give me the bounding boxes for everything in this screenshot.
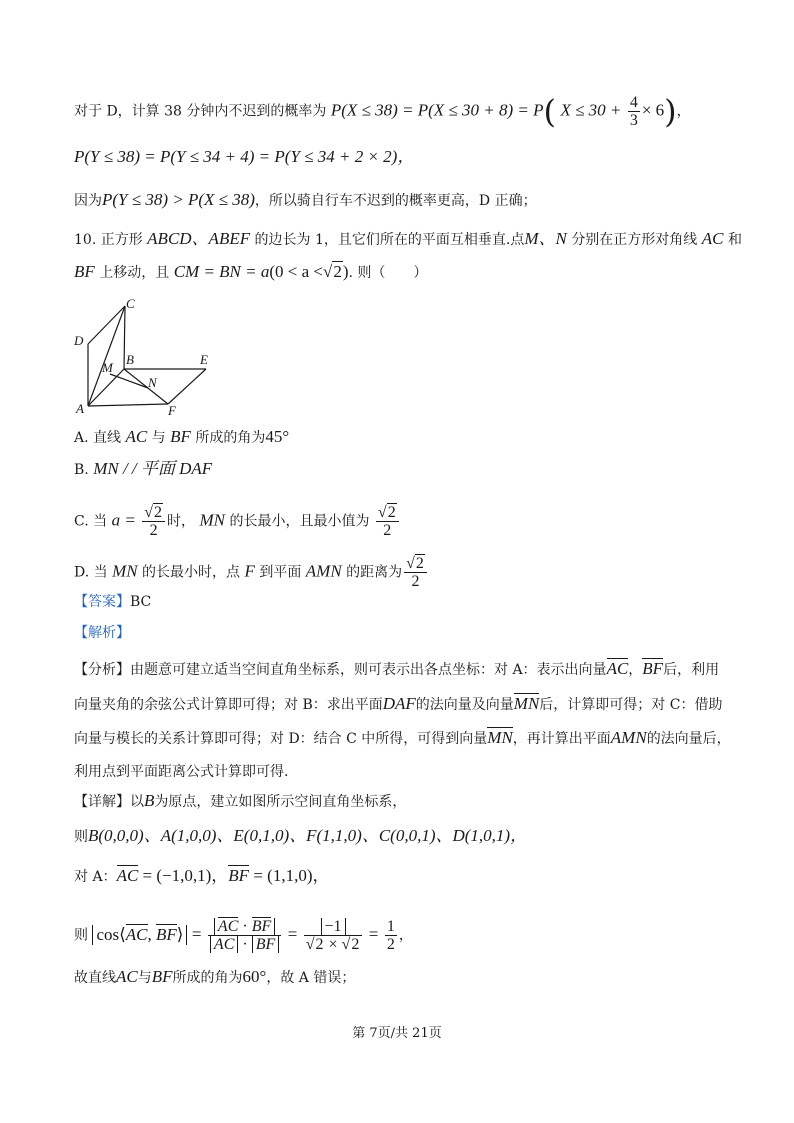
- line-d-prob: 对于 D，计算 38 分钟内不迟到的概率为 P(X ≤ 38) = P(X ≤ 30 + 8) = P( X ≤ 30 + $\frac{4}{3}$ × 6)，: [74, 92, 691, 131]
- detail-line-1: 【详解】以B为原点，建立如图所示空间直角坐标系，: [74, 791, 407, 810]
- line-compare: 因为P(Y ≤ 38) > P(X ≤ 38)，所以骑自行车不迟到的概率更高，D 正确；: [74, 190, 537, 209]
- line-y-prob: P(Y ≤ 38) = P(Y ≤ 34 + 4) = P(Y ≤ 34 + 2 × 2)，: [74, 147, 415, 166]
- fraction: $\frac{1}{2}$: [386, 918, 395, 953]
- coordinates-line: 则B(0,0,0)、A(1,0,0)、E(0,1,0)、F(1,1,0)、C(0,0,1)、D(1,0,1)，: [74, 826, 528, 845]
- option-d: D. 当 MN 的长最小时，点 F 到平面 AMN 的距离为 $\frac{√2}{2}$: [74, 555, 754, 590]
- answer-line: 【答案】BC: [74, 594, 152, 610]
- label-f: F: [168, 403, 176, 416]
- analysis-line-4: 利用点到平面距离公式计算即可得.: [74, 764, 289, 780]
- segment-mn: [110, 374, 148, 388]
- analysis-line-1: 【分析】由题意可建立适当空间直角坐标系，则可表示出各点坐标：对 A：表示出向量AC，BF后，利用: [74, 659, 720, 678]
- page-footer: 第 7页/共 21页: [352, 1026, 442, 1041]
- label-c: C: [126, 296, 135, 311]
- analysis-heading: 【解析】: [74, 625, 130, 641]
- label-a: A: [76, 401, 84, 416]
- fraction: $\frac{√2}{2}$: [142, 504, 165, 539]
- label-n: N: [148, 375, 157, 390]
- diagonal-ac: [88, 306, 125, 406]
- fraction: $\frac{√2}{2}$: [376, 504, 399, 539]
- label-b: B: [126, 352, 134, 367]
- edge-cb: [124, 306, 125, 369]
- option-a: A. 直线 AC 与 BF 所成的角为45°: [74, 427, 290, 446]
- conclusion-line: 故直线AC与BF所成的角为60°，故 A 错误；: [74, 967, 356, 986]
- label-d: D: [74, 333, 84, 348]
- analysis-line-2: 向量夹角的余弦公式计算即可得；对 B：求出平面DAF的法向量及向量MN后，计算即可得；对 C：借助: [74, 694, 723, 713]
- fraction: $\frac{AC \cdot BF}{AC \cdot BF}$: [208, 918, 281, 953]
- edge-ef: [168, 369, 206, 404]
- geometry-figure: [70, 296, 220, 416]
- fraction: $\frac{4}{3}$: [629, 94, 638, 129]
- question-10-line1: 10. 正方形 ABCD、ABEF 的边长为 1，且它们所在的平面互相垂直.点M、N 分别在正方形对角线 AC 和: [74, 229, 742, 248]
- diagonal-bf: [124, 369, 168, 404]
- edge-af: [88, 404, 168, 406]
- abs-cos: cos⟨AC, BF⟩: [92, 925, 187, 945]
- analysis-line-3: 向量与模长的关系计算即可得；对 D：结合 C 中所得，可得到向量MN，再计算出平面AMN的法向量后，: [74, 728, 731, 747]
- fraction: $\frac{√2}{2}$: [404, 555, 427, 590]
- label-m: M: [102, 360, 113, 375]
- vector-line: 对 A：AC = (−1,0,1)，BF = (1,1,0)，: [74, 866, 330, 885]
- edge-dc: [88, 306, 125, 344]
- fraction: $\frac{-1}{√2 \times √2}$: [304, 918, 363, 953]
- question-10-line2: BF 上移动，且 CM = BN = a(0 < a <√2). 则（ ）: [74, 262, 428, 281]
- label-e: E: [200, 352, 208, 367]
- option-b: B. MN / / 平面 DAF: [74, 459, 213, 478]
- cosine-line: 则 cos⟨AC, BF⟩ = $\frac{AC \cdot BF}{AC \cdot BF}$ = $\frac{-1}{√2 \times √2}$ = $\frac{1}{2}$ ，: [74, 918, 413, 953]
- option-c: C. 当 a = $\frac{√2}{2}$ 时， MN 的长最小，且最小值为 $\frac{√2}{2}$: [74, 504, 754, 539]
